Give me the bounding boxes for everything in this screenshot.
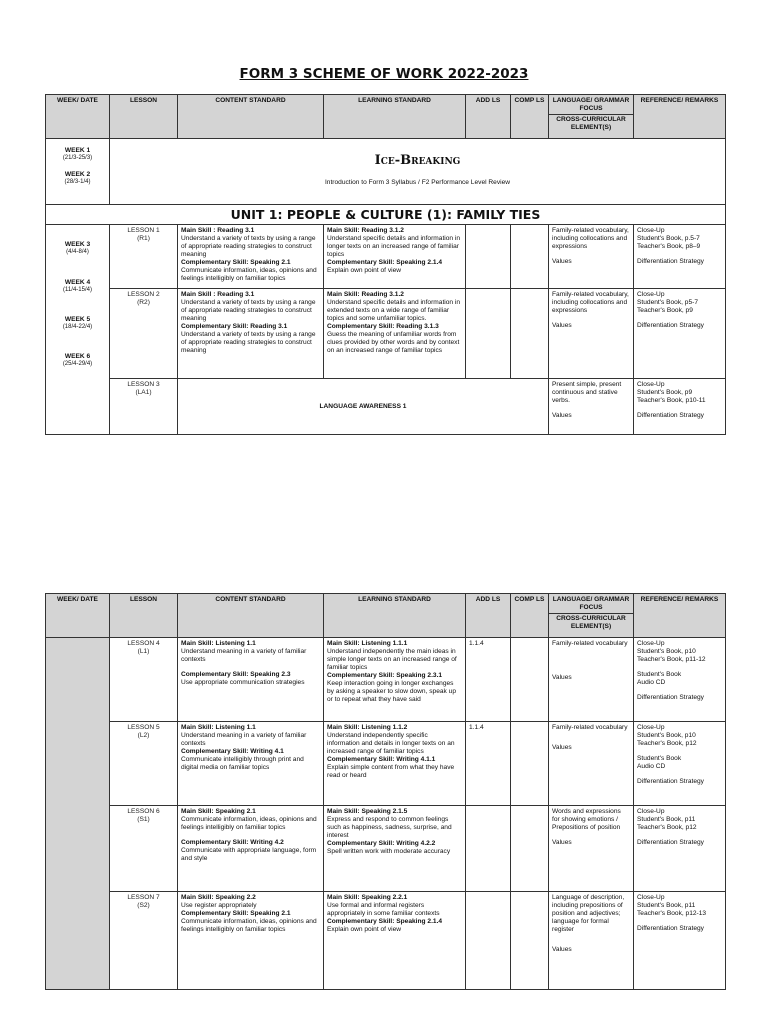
add-ls-cell: 1.1.4	[466, 638, 511, 722]
language-cell: Family-related vocabulary Values	[549, 722, 634, 806]
icebreak-subtitle: Introduction to Form 3 Syllabus / F2 Performance Level Review	[324, 178, 511, 186]
header-week: WEEK/ DATE	[46, 594, 110, 638]
reference-cell: Close-Up Student's Book, p5-7 Teacher's Book, p9 Differentiation Strategy	[634, 289, 726, 379]
learning-standard-cell: Main Skill: Speaking 2.1.5 Express and respond to common feelings such as happiness, sadness, surprise, and interest Complementary Skill: Writing 4.2.2 Spell written work with moderate accuracy	[324, 806, 466, 892]
reference-cell: Close-Up Student's Book, p11 Teacher's Book, p12-13 Differentiation Strategy	[634, 892, 726, 990]
header-language: LANGUAGE/ GRAMMAR FOCUS CROSS-CURRICULAR ELEMENT(S)	[549, 95, 634, 139]
header-cross-curricular: CROSS-CURRICULAR ELEMENT(S)	[556, 615, 626, 631]
header-lesson: LESSON	[110, 594, 178, 638]
week-cell	[46, 139, 110, 205]
header-cross-curricular: CROSS-CURRICULAR ELEMENT(S)	[556, 116, 626, 132]
add-ls-cell	[466, 892, 511, 990]
table-row	[46, 225, 726, 289]
header-content-standard: CONTENT STANDARD	[178, 95, 324, 139]
week-6: WEEK 6 (25/4-29/4)	[62, 353, 93, 368]
comp-ls-cell	[511, 638, 549, 722]
header-add-ls: ADD LS	[466, 594, 511, 638]
table-row	[46, 806, 726, 892]
scheme-table-2	[45, 593, 726, 990]
header-learning-standard: LEARNING STANDARD	[324, 95, 466, 139]
add-ls-cell	[466, 806, 511, 892]
document-title: FORM 3 SCHEME OF WORK 2022-2023	[239, 66, 529, 82]
week-2: WEEK 2 (28/3-1/4)	[64, 171, 91, 186]
header-lesson: LESSON	[110, 95, 178, 139]
content-standard-cell: Main Skill: Listening 1.1 Understand meaning in a variety of familiar contexts Complementary Skill: Speaking 2.3 Use appropriate communication strategies	[178, 638, 324, 722]
comp-ls-cell	[511, 289, 549, 379]
reference-cell: Close-Up Student's Book, p.5-7 Teacher's Book, p8–9 Differentiation Strategy	[634, 225, 726, 289]
comp-ls-cell	[511, 722, 549, 806]
week-4: WEEK 4 (11/4-15/4)	[63, 278, 92, 293]
icebreak-title: Ice-Breaking	[374, 153, 461, 168]
language-cell: Present simple, present continuous and stative verbs. Values	[549, 379, 634, 435]
language-cell: Family-related vocabulary, including collocations and expressions Values	[549, 289, 634, 379]
header-reference: REFERENCE/ REMARKS	[634, 594, 726, 638]
header-reference: REFERENCE/ REMARKS	[634, 95, 726, 139]
unit-title: UNIT 1: PEOPLE & CULTURE (1): FAMILY TIES	[46, 205, 726, 225]
unit-row	[46, 205, 726, 225]
learning-standard-cell: Main Skill: Listening 1.1.1 Understand independently the main ideas in simple longer texts on an increased range of familiar topics Complementary Skill: Speaking 2.3.1 Keep interaction going in longer exchanges by asking a speaker to slow down, speak up or to repeat what they have said	[324, 638, 466, 722]
comp-ls-cell	[511, 225, 549, 289]
add-ls-cell: 1.1.4	[466, 722, 511, 806]
reference-cell: Close-Up Student's Book, p10 Teacher's Book, p12 Student's Book Audio CD Differentiation Strategy	[634, 722, 726, 806]
comp-ls-cell	[511, 806, 549, 892]
table-row	[46, 379, 726, 435]
learning-standard-cell: Main Skill: Speaking 2.2.1 Use formal and informal registers appropriately in some familiar contexts Complementary Skill: Speaking 2.1.4 Explain own point of view	[324, 892, 466, 990]
lesson-cell: LESSON 6 (S1)	[110, 806, 178, 892]
language-cell: Words and expressions for showing emotions / Prepositions of position Values	[549, 806, 634, 892]
header-content-standard: CONTENT STANDARD	[178, 594, 324, 638]
add-ls-cell	[466, 289, 511, 379]
header-add-ls: ADD LS	[466, 95, 511, 139]
content-standard-cell: Main Skill : Reading 3.1 Understand a variety of texts by using a range of appropriate reading strategies to construct meaning Complementary Skill: Speaking 2.1 Communicate information, ideas, opinions and feelings intelligibly on familiar topics	[178, 225, 324, 289]
language-awareness-cell: LANGUAGE AWARENESS 1	[178, 379, 549, 435]
table-row	[46, 892, 726, 990]
reference-cell: Close-Up Student's Book, p10 Teacher's Book, p11-12 Student's Book Audio CD Differentiation Strategy	[634, 638, 726, 722]
week-5: WEEK 5 (18/4-22/4)	[62, 315, 93, 330]
content-standard-cell: Main Skill: Speaking 2.2 Use register appropriately Complementary Skill: Speaking 2.1 Communicate information, ideas, opinions and feelings intelligibly on familiar topics	[178, 892, 324, 990]
content-standard-cell: Main Skill : Reading 3.1 Understand a variety of texts by using a range of appropriate reading strategies to construct meaning Complementary Skill: Reading 3.1 Understand a variety of texts by using a range of appropriate reading strategies to construct meaning	[178, 289, 324, 379]
header-week: WEEK/ DATE	[46, 95, 110, 139]
learning-standard-cell: Main Skill: Reading 3.1.2 Understand specific details and information in longer texts on an increased range of familiar topics Complementary Skill: Speaking 2.1.4 Explain own point of view	[324, 225, 466, 289]
weeks-cell	[46, 225, 110, 435]
icebreak-cell	[110, 139, 726, 205]
icebreak-row	[46, 139, 726, 205]
learning-standard-cell: Main Skill: Reading 3.1.2 Understand specific details and information in extended texts on a wide range of familiar topics and some unfamiliar topics. Complementary Skill: Reading 3.1.3 Guess the meaning of unfamiliar words from clues provided by other words and by context on an increased range of familiar topics	[324, 289, 466, 379]
learning-standard-cell: Main Skill: Listening 1.1.2 Understand independently specific information and details in longer texts on an increased range of familiar topics Complementary Skill: Writing 4.1.1 Explain simple content from what they have read or heard	[324, 722, 466, 806]
week-1: WEEK 1 (21/3-25/3)	[62, 147, 93, 162]
table-row	[46, 289, 726, 379]
content-standard-cell: Main Skill: Speaking 2.1 Communicate information, ideas, opinions and feelings intelligibly on familiar topics Complementary Skill: Writing 4.2 Communicate with appropriate language, form and style	[178, 806, 324, 892]
reference-cell: Close-Up Student's Book, p11 Teacher's Book, p12 Differentiation Strategy	[634, 806, 726, 892]
add-ls-cell	[466, 225, 511, 289]
header-language: LANGUAGE/ GRAMMAR FOCUS CROSS-CURRICULAR ELEMENT(S)	[549, 594, 634, 638]
lesson-cell: LESSON 4 (L1)	[110, 638, 178, 722]
comp-ls-cell	[511, 892, 549, 990]
header-comp-ls: COMP LS	[511, 95, 549, 139]
scheme-table-1	[45, 94, 726, 435]
lesson-cell: LESSON 1 (R1)	[110, 225, 178, 289]
header-learning-standard: LEARNING STANDARD	[324, 594, 466, 638]
table-row	[46, 722, 726, 806]
week-cell-empty	[46, 638, 110, 990]
lesson-cell: LESSON 7 (S2)	[110, 892, 178, 990]
lesson-cell: LESSON 2 (R2)	[110, 289, 178, 379]
language-cell: Family-related vocabulary Values	[549, 638, 634, 722]
language-cell: Language of description, including prepositions of position and adjectives; language for formal register Values	[549, 892, 634, 990]
lesson-cell: LESSON 5 (L2)	[110, 722, 178, 806]
lesson-cell: LESSON 3 (LA1)	[110, 379, 178, 435]
content-standard-cell: Main Skill: Listening 1.1 Understand meaning in a variety of familiar contexts Complementary Skill: Writing 4.1 Communicate intelligibly through print and digital media on familiar topics	[178, 722, 324, 806]
week-3: WEEK 3 (4/4-8/4)	[64, 241, 91, 256]
language-cell: Family-related vocabulary, including collocations and expressions Values	[549, 225, 634, 289]
reference-cell: Close-Up Student's Book, p9 Teacher's Book, p10-11 Differentiation Strategy	[634, 379, 726, 435]
table-row	[46, 638, 726, 722]
header-comp-ls: COMP LS	[511, 594, 549, 638]
